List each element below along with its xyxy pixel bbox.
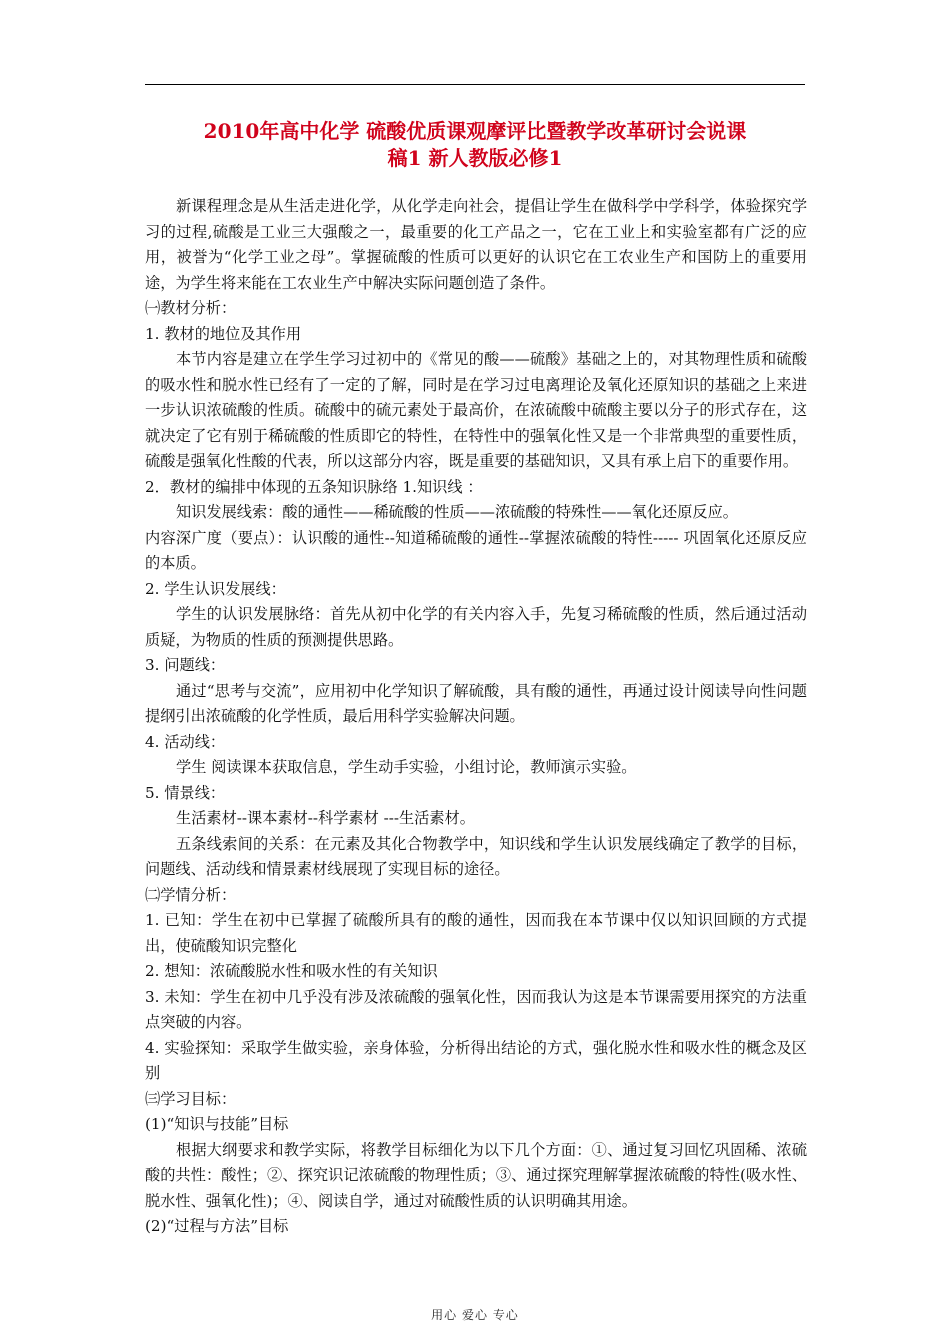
body-paragraph: 根据大纲要求和教学实际，将教学目标细化为以下几个方面：①、通过复习回忆巩固稀、浓硫酸的共性：酸性；②、探究识记浓硫酸的物理性质；③、通过探究理解掌握浓硫酸的特性(吸水性、脱水性、强氧化性)；④、阅读自学，通过对硫酸性质的认识明确其用途。 xyxy=(145,1140,807,1210)
section-heading: 1. 已知：学生在初中已掌握了硫酸所具有的酸的通性，因而我在本节课中仅以知识回顾的方式提出，使硫酸知识完整化 xyxy=(145,911,807,955)
body-paragraph: 学生 阅读课本获取信息，学生动手实验，小组讨论，教师演示实验。 xyxy=(176,758,637,776)
section-heading: 内容深广度（要点）：认识酸的通性--知道稀硫酸的通性--掌握浓硫酸的特性----- 巩固氧化还原反应的本质。 xyxy=(145,528,807,572)
section-heading: 1. 教材的地位及其作用 xyxy=(145,324,302,343)
section-heading: 2. 学生认识发展线： xyxy=(145,579,286,598)
section-heading: (2)“过程与方法”目标 xyxy=(145,1217,289,1235)
section-heading: 3. 未知：学生在初中几乎没有涉及浓硫酸的强氧化性，因而我认为这是本节课需要用探究的方法重点突破的内容。 xyxy=(145,987,807,1031)
body-paragraph: 通过“思考与交流”，应用初中化学知识了解硫酸，具有酸的通性，再通过设计阅读导向性问题提纲引出浓硫酸的化学性质，最后用科学实验解决问题。 xyxy=(145,681,807,725)
body-paragraph: 本节内容是建立在学生学习过初中的《常见的酸——硫酸》基础之上的，对其物理性质和硫酸的吸水性和脱水性已经有了一定的了解，同时是在学习过电离理论及氧化还原知识的基础之上来进一步认识浓硫酸的性质。硫酸中的硫元素处于最高价，在浓硫酸中硫酸主要以分子的形式存在，这就决定了它有别于稀硫酸的性质即它的特性，在特性中的强氧化性又是一个非常典型的重要性质，硫酸是强氧化性酸的代表，所以这部分内容，既是重要的基础知识，又具有承上启下的重要作用。 xyxy=(145,350,807,470)
section-heading: ㈡学情分析： xyxy=(145,885,237,904)
header-rule xyxy=(145,84,805,85)
title-line-1: 2010年高中化学 硫酸优质课观摩评比暨教学改革研讨会说课 xyxy=(203,119,747,143)
title-line-2: 稿1 新人教版必修1 xyxy=(387,146,563,170)
section-heading: 3. 问题线： xyxy=(145,656,226,674)
body-paragraph: 新课程理念是从生活走进化学，从化学走向社会，提倡让学生在做科学中学科学，体验探究学习的过程,硫酸是工业三大强酸之一，最重要的化工产品之一，它在工业上和实验室都有广泛的应用，被誉为“化学工业之母”。掌握硫酸的性质可以更好的认识它在工农业生产和国防上的重要用途，为学生将来能在工农业生产中解决实际问题创造了条件。 xyxy=(145,197,807,292)
document-title xyxy=(145,118,805,172)
section-heading: ㈠教材分析： xyxy=(145,299,237,317)
section-heading: (1)“知识与技能”目标 xyxy=(145,1115,289,1133)
document-body xyxy=(145,194,807,1240)
section-heading: 2．教材的编排中体现的五条知识脉络 1.知识线 ： xyxy=(145,477,483,496)
body-paragraph: 五条线索间的关系：在元素及其化合物教学中，知识线和学生认识发展线确定了教学的目标，问题线、活动线和情景素材线展现了实现目标的途径。 xyxy=(145,834,807,878)
section-heading: 4. 活动线： xyxy=(145,732,226,751)
page-footer: 用心 爱心 专心 xyxy=(431,1308,519,1322)
section-heading: 5. 情景线： xyxy=(145,783,226,802)
body-paragraph: 知识发展线索：酸的通性——稀硫酸的性质——浓硫酸的特殊性——氧化还原反应。 xyxy=(176,503,738,521)
body-paragraph: 学生的认识发展脉络：首先从初中化学的有关内容入手，先复习稀硫酸的性质，然后通过活动质疑，为物质的性质的预测提供思路。 xyxy=(145,605,807,649)
section-heading: ㈢学习目标： xyxy=(145,1089,237,1108)
body-paragraph: 生活素材--课本素材--科学素材 ---生活素材。 xyxy=(176,809,475,827)
section-heading: 4. 实验探知：采取学生做实验，亲身体验，分析得出结论的方式，强化脱水性和吸水性的概念及区别 xyxy=(145,1038,807,1082)
section-heading: 2. 想知：浓硫酸脱水性和吸水性的有关知识 xyxy=(145,962,438,980)
